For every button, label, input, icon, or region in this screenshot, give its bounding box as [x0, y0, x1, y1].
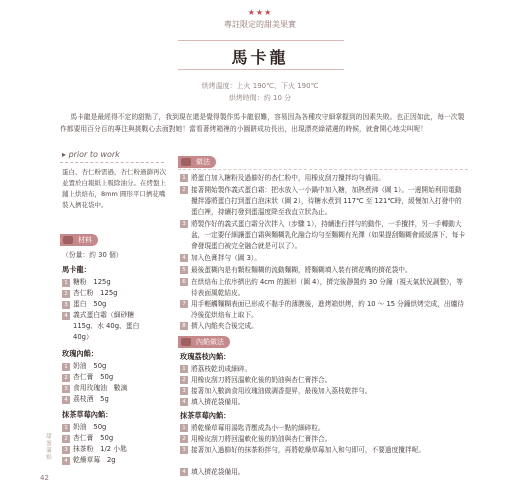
- filling-step: 3 接著加入過篩好的抹茶粉拌勻，再將乾燥草莓加入和勻即可，不要過度攪拌呢。: [180, 445, 468, 456]
- ingredient-item: 2 杏仁膏 50g: [62, 372, 113, 383]
- ingredient-item-continued: 115g、水 40g、蛋白: [73, 322, 140, 330]
- bake-time: 烘烤時間：約 10 分: [228, 94, 292, 102]
- method-step: 8 擠入內餡夾合後完成。: [180, 321, 468, 332]
- ingredient-item: 1 奶油 50g: [62, 361, 106, 372]
- ingredient-item: 2 杏仁膏 50g: [62, 433, 113, 444]
- ingredient-item: 1 奶油 50g: [62, 422, 106, 433]
- rose-ingredients-title: 玫瑰內餡：: [62, 349, 98, 358]
- matcha-ingredients-title: 抹茶草莓內餡：: [62, 410, 113, 419]
- chapter-side-label: 甜蜜滿點: [46, 434, 52, 461]
- method-step: 1 將蛋白加入糖粉及過篩好的杏仁粉中，用橡皮刮刀攪拌均勻備用。: [180, 173, 468, 184]
- filling-method-tag: [178, 336, 230, 348]
- ingredient-item: 3 蛋白 50g: [62, 299, 106, 310]
- matcha-filling-title: 抹茶草莓內餡：: [180, 411, 231, 420]
- method-step: 5 最後蛋糊內是有顆粒麵糊的流動麵糊，將麵糊填入裝有擠花嘴的擠花袋中。: [180, 265, 468, 276]
- prior-to-work-label: ▸ prior to work: [62, 150, 120, 159]
- ingredient-item-continued: 40g）: [73, 333, 93, 341]
- intro-paragraph: 馬卡龍是最經得不定的甜點了，我到現在還是覺得製作馬卡龍很難，容易因為各種攻守細掌握到的因素失敗。也正因如此，每一次製作都要用百分百的專注與挑戰心去面對她！當看著烤箱裡的小圓餅成功長出，出現漂亮綠裙邊的時候，就會開心地尖叫呢！: [60, 113, 465, 133]
- filling-step: 4 填入擠花袋備用。: [180, 467, 468, 478]
- method-step: 6 在烘焙布上依序擠出約 4cm 的圓形（圖 4），擠完後靜置約 30 分鐘（視天氣狀況調整），等待表面風乾結皮。: [180, 277, 468, 299]
- star-rating: ★★★: [247, 8, 273, 17]
- method-step: 2 接著開始製作義式蛋白霜：把水放入一小鍋中加入糖，加熱煮沸（圖 1）。一邊開始利用電動攪拌器將蛋白打到蛋白泡沫狀（圖 2），待糖水煮到 117℃ 至 121℃時，緩慢加入打發中的蛋白裡，持續打發到蛋溫度降至我直立狀為止。: [180, 185, 468, 218]
- ingredient-item: 2 杏仁粉 125g: [62, 288, 117, 299]
- filling-method-tag-label: 內餡做法: [196, 338, 224, 346]
- method-tag-label: 做法: [196, 158, 210, 166]
- materials-tag: [60, 234, 98, 246]
- divider: [60, 162, 164, 163]
- filling-step: 1 將荔枝乾切成細碎。: [180, 364, 468, 375]
- ingredient-item: 4 荔枝酒 5g: [62, 394, 109, 405]
- prior-to-work-text: 蛋白、杏仁粉需過，杏仁粉過篩再次並置於白報紙上吸除油分。在烤盤上鋪上烘焙布，8mm 圓形平口擠花嘴裝入擠花袋中。: [62, 168, 166, 209]
- page-number: 42: [40, 474, 49, 482]
- method-tag: [178, 156, 216, 168]
- filling-step: 2 用橡皮刮刀將回溫軟化後的奶油與杏仁膏拌合。: [180, 375, 468, 386]
- method-step: 3 將製作好的義式蛋白霜分次拌入（步驟 1），持續進行拌勻的動作，一手攪拌，另一手轉動大盆，一定要仔細讓蛋白霜與麵糊乳化融合均勻至麵糊有光澤（如果提刮麵糊會緩緩落下，每卡會發現蛋白被完全融合就是可以了）。: [180, 219, 468, 252]
- oven-temperature: 烘烤溫度：上火 190℃、下火 190℃: [201, 82, 319, 90]
- ingredient-item: 3 抹茶粉 1/2 小匙: [62, 444, 127, 455]
- divider: [178, 169, 468, 170]
- ingredient-item: 1 糖粉 125g: [62, 277, 111, 288]
- method-step: 4 加入色膏拌勻（圖 3）。: [180, 253, 468, 264]
- filling-step: 3 接著加入數滴食用玫瑰油做調香提昇，最後加入荔枝乾拌勻。: [180, 386, 468, 397]
- arrow-icon: ▸: [62, 150, 69, 159]
- ingredient-item: 4 義式蛋白霜（細砂糖: [62, 310, 134, 321]
- serving-size: （份量：約 30 個）: [62, 251, 123, 259]
- method-step: 7 用手輕觸麵糊表面已形成不黏手的薄膜後，進烤箱烘烤，約 10 ～ 15 分鐘烘烤完成，出爐待冷後從烘焙布上取下。: [180, 299, 468, 321]
- materials-tag-label: 材料: [78, 236, 92, 244]
- page-subtitle: 專註限定的甜美果實: [224, 20, 296, 29]
- rose-filling-title: 玫瑰荔枝內餡：: [180, 352, 231, 361]
- filling-step: 1 將乾燥草莓用湯匙背壓成為小一點的細碎粒。: [180, 423, 468, 434]
- page-title: 馬卡龍: [231, 48, 289, 67]
- ingredient-item: 3 食用玫瑰油 數滴: [62, 383, 127, 394]
- ingredient-item: 4 乾燥草莓 2g: [62, 455, 116, 466]
- macaron-ingredients-title: 馬卡龍：: [62, 265, 91, 274]
- filling-step: 4 填入擠花袋備用。: [180, 397, 468, 408]
- filling-step: 2 用橡皮刮刀將回溫軟化後的奶油與杏仁膏拌合。: [180, 434, 468, 445]
